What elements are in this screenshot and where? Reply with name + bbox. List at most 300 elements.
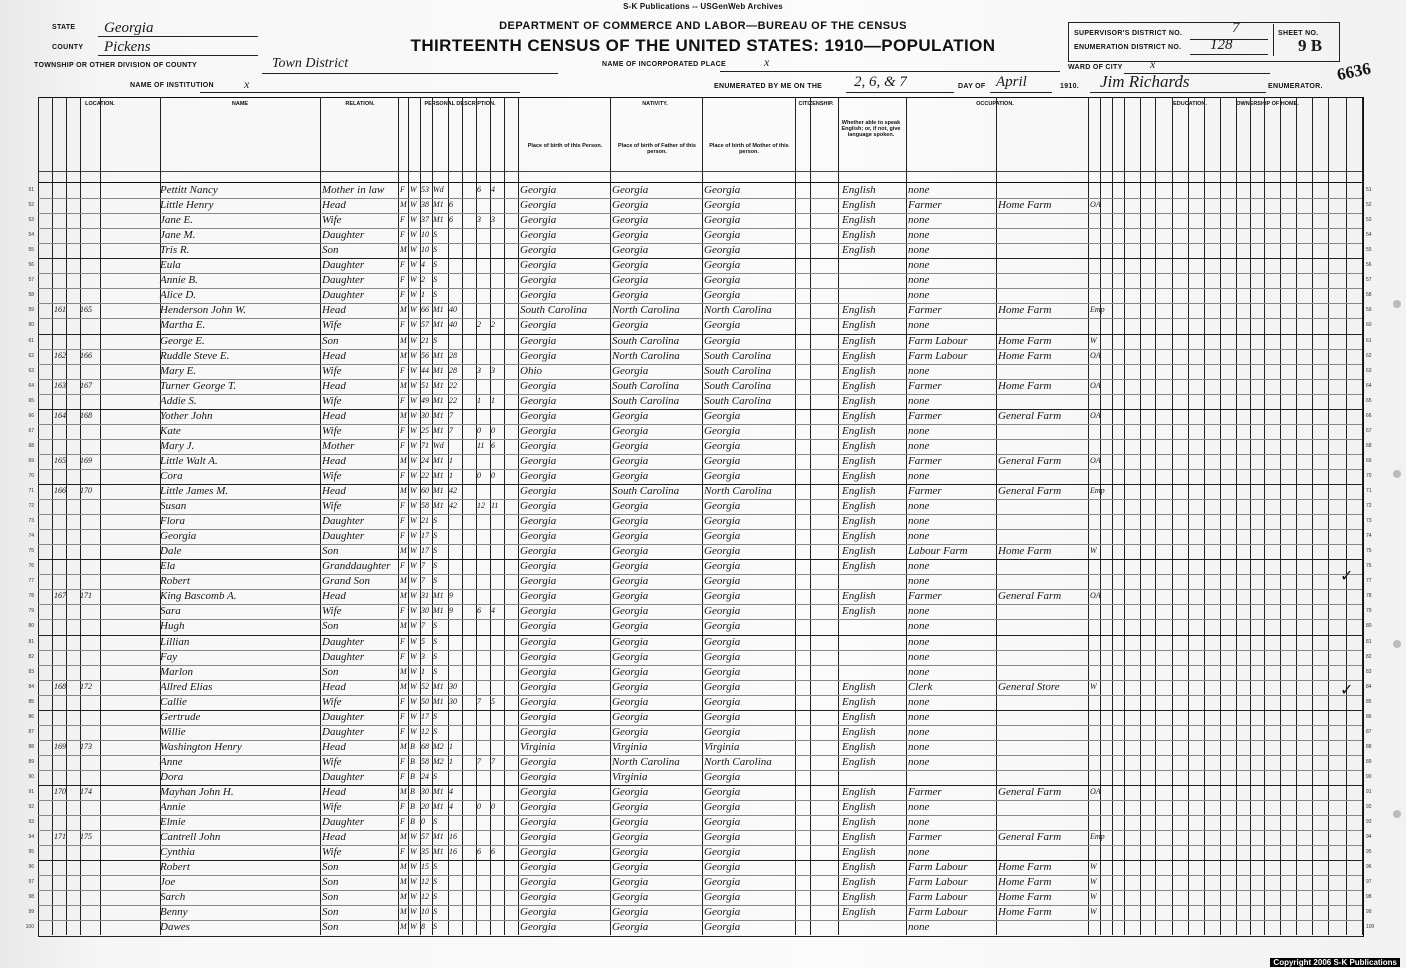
trade: none [908,229,930,242]
row-rule [38,258,1362,259]
marital-status: M1 [433,455,444,465]
marital-status: S [433,245,437,255]
trade: none [908,710,930,723]
marital-status: M1 [433,395,444,405]
age: 3 [421,651,425,661]
sex: M [400,862,407,872]
marital-status: M1 [433,380,444,390]
institution-line [200,92,520,93]
sex: F [400,561,405,571]
sex: F [400,817,405,827]
relation: Wife [322,319,342,332]
sex: M [400,892,407,902]
birthplace: Georgia [520,590,557,603]
marital-status: M1 [433,681,444,691]
age: 12 [421,892,429,902]
years-married: 1 [449,470,453,480]
line-number-right: 100 [1366,924,1375,931]
mother-birthplace: Georgia [704,605,741,618]
person-name: Cora [160,469,183,482]
language: English [842,680,876,693]
race: W [410,275,417,285]
row-rule [38,349,1362,350]
line-number-right: 84 [1366,683,1372,690]
language: English [842,199,876,212]
father-birthplace: Georgia [612,906,649,919]
age: 17 [421,711,429,721]
row-rule [38,499,1362,500]
person-name: Dawes [160,921,190,934]
age: 31 [421,591,429,601]
row-rule [38,619,1362,620]
race: W [410,335,417,345]
language: English [842,530,876,543]
trade: none [908,530,930,543]
age: 38 [421,200,429,210]
father-birthplace: Georgia [612,590,649,603]
person-name: Willie [160,725,186,738]
language: English [842,590,876,603]
birthplace: Georgia [520,229,557,242]
line-number-right: 88 [1366,743,1372,750]
marital-status: S [433,275,437,285]
township-label: TOWNSHIP OR OTHER DIVISION OF COUNTY [34,62,197,69]
column-rule [1155,97,1156,935]
birthplace: Georgia [520,319,557,332]
relation: Son [322,891,339,904]
children-living: 0 [491,470,495,480]
line-number: 83 [28,668,34,675]
relation: Grand Son [322,575,370,588]
relation: Wife [322,364,342,377]
person-name: King Bascomb A. [160,590,237,603]
sex: M [400,621,407,631]
row-rule [38,228,1362,229]
relation: Daughter [322,650,365,663]
dwelling-number: 161 [54,305,66,315]
line-number: 70 [28,472,34,479]
children-living: 0 [491,802,495,812]
line-number: 60 [28,322,34,329]
trade: Farm Labour [908,876,968,889]
language: English [842,379,876,392]
relation: Son [322,620,339,633]
county-value: Pickens [104,39,151,55]
years-married: 6 [449,215,453,225]
sex: M [400,410,407,420]
line-number-right: 82 [1366,653,1372,660]
trade: Farm Labour [908,891,968,904]
employment-class: Emp [1090,832,1105,842]
row-rule [38,830,1362,831]
row-rule [38,770,1362,771]
trade: none [908,424,930,437]
birth-father-heading: Place of birth of Father of this person. [618,143,696,155]
language: English [842,214,876,227]
trade: none [908,500,930,513]
language: English [842,319,876,332]
relation: Son [322,921,339,934]
line-number: 62 [28,352,34,359]
enumerated-day-value: 2, 6, & 7 [854,74,907,90]
marital-status: S [433,862,437,872]
family-number: 170 [80,486,92,495]
language: English [842,515,876,528]
person-name: George E. [160,334,205,347]
industry: General Farm [998,454,1062,467]
mother-birthplace: Georgia [704,229,741,242]
sex: F [400,230,405,240]
mother-birthplace: Georgia [704,665,741,678]
trade: none [908,816,930,829]
marital-status: M2 [433,741,444,751]
person-name: Anne [160,755,183,768]
age: 1 [421,666,425,676]
person-name: Robert [160,575,190,588]
mother-birthplace: Georgia [704,891,741,904]
birthplace: Georgia [520,650,557,663]
father-birthplace: Georgia [612,184,649,196]
relation: Wife [322,801,342,814]
enumeration-district-value: 128 [1210,37,1233,53]
relation: Daughter [322,530,365,543]
relation: Son [322,876,339,889]
children-living: 6 [491,847,495,857]
line-number-right: 68 [1366,442,1372,449]
birthplace: Georgia [520,846,557,859]
marital-status: M2 [433,756,444,766]
marital-status: M1 [433,696,444,706]
race: W [410,892,417,902]
age: 66 [421,305,429,315]
race: W [410,260,417,270]
person-name: Annie B. [160,274,198,287]
birthplace: Georgia [520,725,557,738]
family-number: 167 [80,380,92,390]
mother-birthplace: Georgia [704,816,741,829]
birth-person-heading: Place of birth of this Person. [527,143,603,149]
race: W [410,922,417,932]
father-birthplace: South Carolina [612,485,680,497]
industry: Home Farm [998,349,1052,362]
person-name: Mary J. [160,439,195,452]
language: English [842,244,876,257]
years-married: 22 [449,380,457,390]
age: 12 [421,877,429,887]
birthplace: Georgia [520,500,557,513]
sex: M [400,380,407,390]
race: W [410,591,417,601]
race: W [410,200,417,210]
row-rule [38,243,1362,244]
relation: Daughter [322,274,365,287]
mother-birthplace: Georgia [704,786,741,798]
language: English [842,891,876,904]
age: 12 [421,726,429,736]
person-name: Pettitt Nancy [160,184,218,196]
mother-birthplace: Georgia [704,906,741,919]
age: 60 [421,486,429,495]
mother-birthplace: North Carolina [704,304,772,317]
marital-status: S [433,726,437,736]
birthplace: Georgia [520,620,557,633]
family-number: 165 [80,305,92,315]
row-rule [38,800,1362,801]
location-heading: LOCATION. [85,101,115,107]
sex: M [400,681,407,691]
birthplace: Georgia [520,485,557,497]
row-rule [38,529,1362,530]
trade: none [908,921,930,934]
line-number: 74 [28,533,34,540]
enumerator-name: Jim Richards [1100,72,1190,91]
relation: Daughter [322,229,365,242]
industry: Home Farm [998,545,1052,558]
years-married: 1 [449,741,453,751]
person-name: Turner George T. [160,379,237,392]
years-married: 16 [449,847,457,857]
person-name: Eula [160,259,181,272]
race: W [410,350,417,360]
mother-birthplace: Georgia [704,710,741,723]
line-number: 86 [28,713,34,720]
mother-birthplace: Georgia [704,545,741,558]
language: English [842,846,876,859]
row-rule [38,409,1362,410]
mother-birthplace: Georgia [704,259,741,272]
trade: none [908,439,930,452]
supervisor-district-label: SUPERVISOR'S DISTRICT NO. [1074,30,1183,37]
line-number: 52 [28,202,34,209]
trade: none [908,801,930,814]
trade: Farmer [908,831,942,844]
age: 68 [421,741,429,751]
person-name: Washington Henry [160,740,242,753]
trade: Farmer [908,786,942,798]
years-married: 16 [449,832,457,842]
person-name: Little James M. [160,485,229,497]
mother-birthplace: Georgia [704,801,741,814]
mother-birthplace: Georgia [704,635,741,648]
birthplace: Georgia [520,665,557,678]
race: B [410,817,415,827]
sex: M [400,877,407,887]
age: 8 [421,922,425,932]
age: 7 [421,621,425,631]
father-birthplace: Georgia [612,575,649,588]
age: 57 [421,320,429,330]
age: 44 [421,365,429,375]
township-line [262,73,558,74]
father-birthplace: Georgia [612,710,649,723]
age: 1 [421,290,425,300]
enumeration-line [1190,54,1268,55]
line-number: 51 [28,187,34,193]
trade: none [908,695,930,708]
birthplace: Georgia [520,274,557,287]
father-birthplace: Georgia [612,199,649,212]
sex: F [400,470,405,480]
enumerated-day-line [846,92,954,93]
mother-birthplace: South Carolina [704,394,772,407]
trade: none [908,289,930,302]
mother-birthplace: Georgia [704,575,741,588]
incorporated-place-line [720,71,1060,72]
age: 30 [421,787,429,796]
mother-birthplace: South Carolina [704,379,772,392]
line-number: 96 [28,864,34,871]
father-birthplace: North Carolina [612,349,680,362]
relation: Head [322,199,346,212]
language: English [842,710,876,723]
age: 17 [421,546,429,556]
race: W [410,501,417,511]
marital-status: M1 [433,350,444,360]
mother-birthplace: Georgia [704,725,741,738]
race: W [410,832,417,842]
line-number-right: 87 [1366,728,1372,735]
language: English [842,740,876,753]
race: W [410,290,417,300]
line-number-right: 85 [1366,698,1372,705]
years-married: 9 [449,606,453,616]
family-number: 172 [80,681,92,691]
row-rule [38,484,1362,485]
mother-birthplace: Georgia [704,274,741,287]
father-birthplace: Georgia [612,424,649,437]
family-number: 166 [80,350,92,360]
age: 22 [421,470,429,480]
county-label: COUNTY [52,44,84,51]
years-married: 7 [449,425,453,435]
father-birthplace: Virginia [612,770,648,783]
race: W [410,516,417,526]
trade: none [908,214,930,227]
department-heading: DEPARTMENT OF COMMERCE AND LABOR—BUREAU OF THE CENSUS [499,20,907,32]
trade: none [908,515,930,528]
row-rule [38,379,1362,380]
relation: Granddaughter [322,560,391,573]
marital-status: S [433,621,437,631]
line-number-right: 81 [1366,638,1372,645]
trade: none [908,846,930,859]
tick-mark-2: ✓ [1340,680,1354,699]
line-number-right: 89 [1366,758,1372,765]
row-rule [38,815,1362,816]
father-birthplace: Georgia [612,530,649,543]
person-name: Henderson John W. [160,304,247,317]
race: W [410,486,417,495]
line-number: 68 [28,442,34,449]
race: W [410,561,417,571]
line-number: 66 [28,412,34,419]
birthplace: Georgia [520,379,557,392]
birthplace: Georgia [520,469,557,482]
sex: F [400,365,405,375]
race: W [410,470,417,480]
trade: Farmer [908,485,942,497]
race: W [410,726,417,736]
age: 5 [421,636,425,646]
column-rule [1312,97,1313,935]
marital-status: S [433,546,437,556]
sex: M [400,335,407,345]
employment-class: W [1090,907,1097,917]
marital-status: M1 [433,832,444,842]
row-rule [38,710,1362,711]
marital-status: S [433,531,437,541]
sex: F [400,440,405,450]
sex: F [400,726,405,736]
marital-status: S [433,636,437,646]
father-birthplace: North Carolina [612,304,680,317]
relation: Head [322,831,346,844]
birthplace: Georgia [520,801,557,814]
line-number-right: 61 [1366,337,1372,344]
line-number: 75 [28,548,34,555]
language: English [842,801,876,814]
line-number-right: 58 [1366,292,1372,299]
race: W [410,576,417,586]
marital-status: M1 [433,486,444,495]
line-number-right: 66 [1366,412,1372,419]
township-value: Town District [272,56,349,71]
marital-status: M1 [433,847,444,857]
language-heading: Whether able to speak English; or, if not, give language spoken. [841,120,901,138]
race: W [410,215,417,225]
sex: M [400,787,407,796]
relation: Wife [322,605,342,618]
language: English [842,725,876,738]
father-birthplace: Georgia [612,665,649,678]
line-number-right: 73 [1366,518,1372,525]
line-number: 78 [28,593,34,600]
line-number: 87 [28,728,34,735]
person-name: Martha E. [160,319,206,332]
line-number: 97 [28,879,34,886]
father-birthplace: North Carolina [612,755,680,768]
father-birthplace: Georgia [612,680,649,693]
race: B [410,741,415,751]
age: 56 [421,350,429,360]
relation: Son [322,545,339,558]
employment-class: OA [1090,410,1101,420]
person-name: Tris R. [160,244,190,257]
age: 30 [421,410,429,420]
marital-status: M1 [433,305,444,315]
father-birthplace: South Carolina [612,334,680,347]
age: 10 [421,907,429,917]
trade: none [908,560,930,573]
row-rule [38,544,1362,545]
row-rule [38,318,1362,319]
column-rule [66,97,67,935]
age: 10 [421,230,429,240]
children-born: 6 [477,847,481,857]
children-living: 7 [491,756,495,766]
relation: Wife [322,846,342,859]
years-married: 40 [449,320,457,330]
person-name: Lillian [160,635,190,648]
industry: General Farm [998,590,1062,603]
row-rule [38,273,1362,274]
line-number-right: 55 [1366,247,1372,254]
trade: none [908,605,930,618]
employment-class: W [1090,546,1097,556]
line-number: 64 [28,382,34,389]
punch-hole [1393,640,1401,648]
race: B [410,771,415,781]
